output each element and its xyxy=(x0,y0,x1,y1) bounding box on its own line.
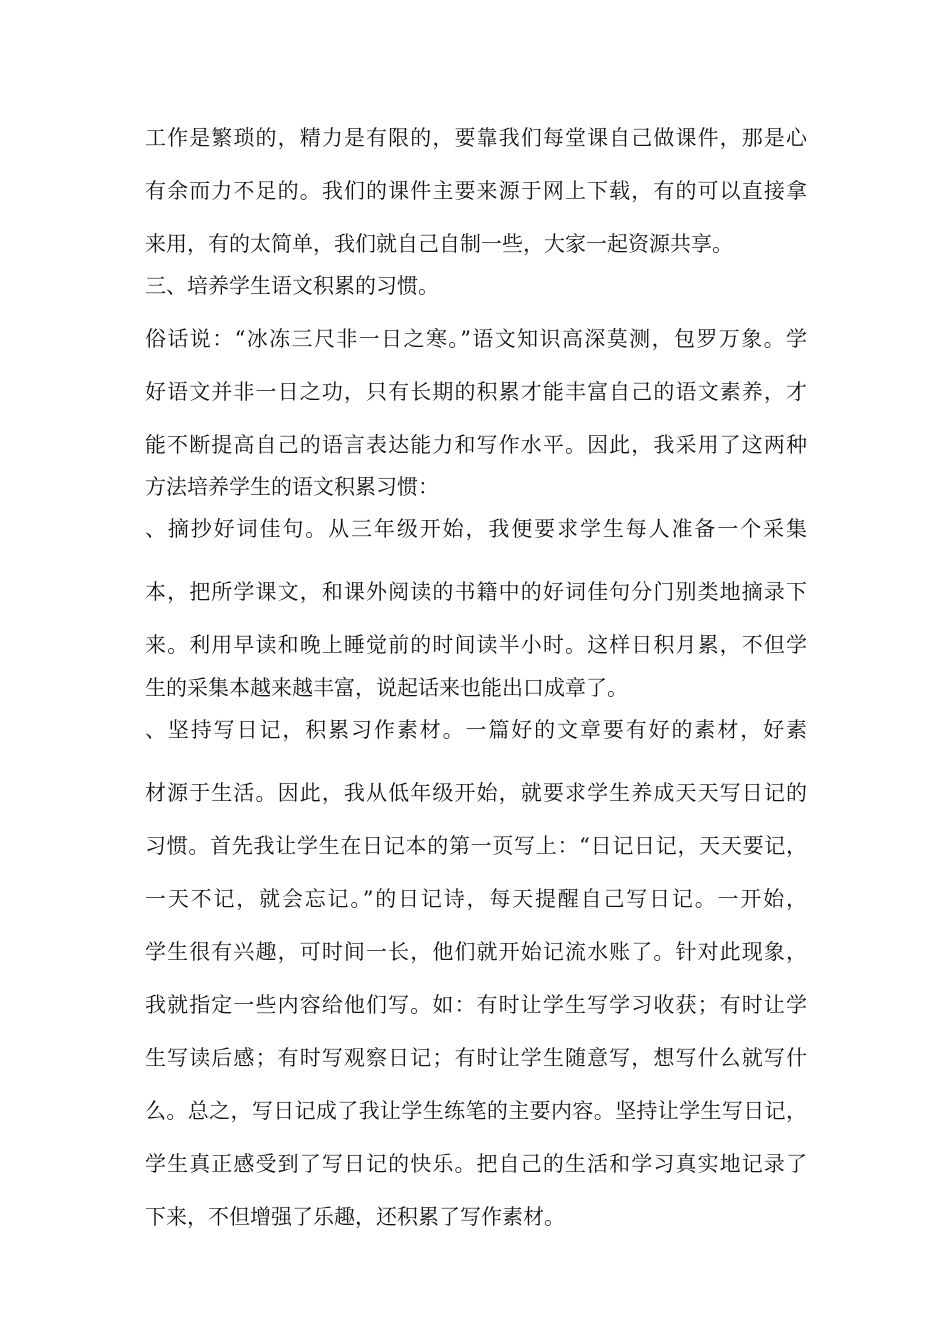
section-heading: 三、培养学生语文积累的习惯。 xyxy=(145,274,439,298)
paragraph-line: 么。总之，写日记成了我让学生练笔的主要内容。坚持让学生写日记， xyxy=(145,1099,807,1123)
paragraph-line: 好语文并非一日之功，只有长期的积累才能丰富自己的语文素养，才 xyxy=(145,380,807,404)
paragraph-line: 能不断提高自己的语言表达能力和写作水平。因此，我采用了这两种 xyxy=(145,433,807,457)
list-item-line: 、摘抄好词佳句。从三年级开始，我便要求学生每人准备一个采集 xyxy=(145,517,807,541)
paragraph-line: 有余而力不足的。我们的课件主要来源于网上下载，有的可以直接拿 xyxy=(145,179,807,203)
paragraph-line: 一天不记，就会忘记。”的日记诗，每天提醒自己写日记。一开始， xyxy=(145,887,807,911)
paragraph-line: 下来，不但增强了乐趣，还积累了写作素材。 xyxy=(145,1205,565,1229)
paragraph-line: 习惯。首先我让学生在日记本的第一页写上：“日记日记，天天要记， xyxy=(145,834,807,858)
paragraph-line: 来用，有的太简单，我们就自己自制一些，大家一起资源共享。 xyxy=(145,232,733,256)
paragraph-line: 生的采集本越来越丰富，说起话来也能出口成章了。 xyxy=(145,676,628,700)
paragraph-line: 来。利用早读和晚上睡觉前的时间读半小时。这样日积月累，不但学 xyxy=(145,633,807,657)
paragraph-line: 学生真正感受到了写日记的快乐。把自己的生活和学习真实地记录了 xyxy=(145,1152,807,1176)
paragraph-line: 我就指定一些内容给他们写。如：有时让学生写学习收获；有时让学 xyxy=(145,993,807,1017)
paragraph-line: 俗话说：“冰冻三尺非一日之寒。”语文知识高深莫测，包罗万象。学 xyxy=(145,327,807,351)
paragraph-line: 方法培养学生的语文积累习惯： xyxy=(145,475,439,499)
paragraph-line: 学生很有兴趣，可时间一长，他们就开始记流水账了。针对此现象， xyxy=(145,940,807,964)
paragraph-line: 材源于生活。因此，我从低年级开始，就要求学生养成天天写日记的 xyxy=(145,781,807,805)
paragraph-line: 本，把所学课文，和课外阅读的书籍中的好词佳句分门别类地摘录下 xyxy=(145,580,807,604)
paragraph-line: 工作是繁琐的，精力是有限的，要靠我们每堂课自己做课件，那是心 xyxy=(145,126,807,150)
paragraph-line: 生写读后感；有时写观察日记；有时让学生随意写，想写什么就写什 xyxy=(145,1046,807,1070)
list-item-line: 、坚持写日记，积累习作素材。一篇好的文章要有好的素材，好素 xyxy=(145,718,807,742)
